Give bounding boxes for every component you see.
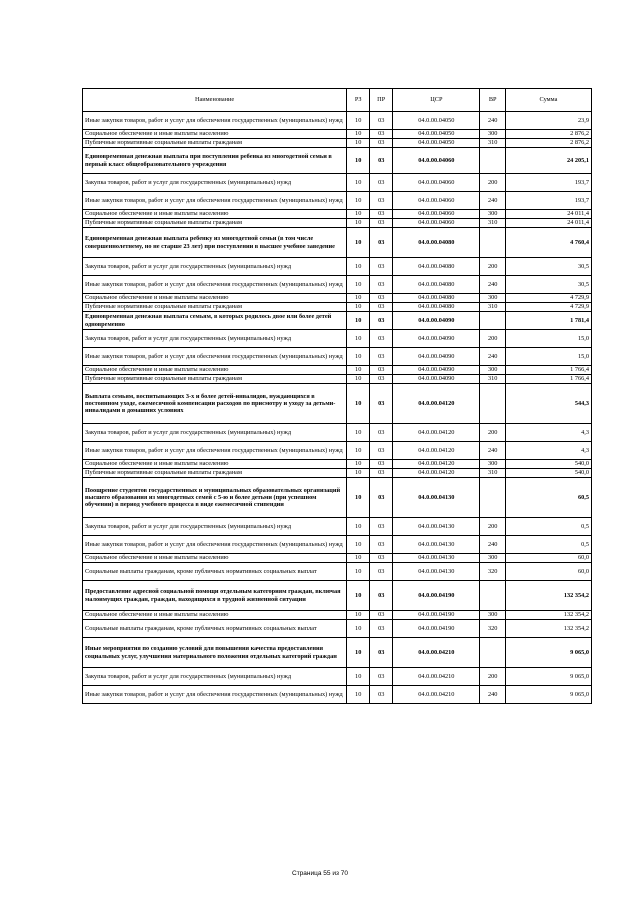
table-row: [83, 330, 592, 348]
cell-sum: 132 354,2: [505, 611, 591, 620]
cell-rz: 10: [347, 348, 370, 366]
table-row: [83, 686, 592, 704]
cell-csr: 04.0.00.04190: [393, 581, 480, 611]
table-row: [83, 312, 592, 330]
cell-name: Социальное обеспечение и иные выплаты населению: [83, 460, 347, 469]
cell-rz: 10: [347, 686, 370, 704]
cell-sum: 60,0: [505, 554, 591, 563]
cell-sum: 24 011,4: [505, 219, 591, 228]
cell-name: Социальное обеспечение и иные выплаты населению: [83, 130, 347, 139]
cell-sum: 23,9: [505, 112, 591, 130]
cell-sum: 544,3: [505, 384, 591, 424]
cell-pr: 03: [370, 139, 393, 148]
cell-pr: 03: [370, 210, 393, 219]
cell-vr: 300: [480, 611, 505, 620]
cell-csr: 04.0.00.04210: [393, 638, 480, 668]
cell-vr: 240: [480, 536, 505, 554]
cell-name: Публичные нормативные социальные выплаты гражданам: [83, 139, 347, 148]
cell-name: Предоставление адресной социальной помощи отдельным категориям граждан, включая малоимущих граждан, граждан, находящихся в трудной жизненной ситуации: [83, 581, 347, 611]
cell-rz: 10: [347, 554, 370, 563]
cell-pr: 03: [370, 112, 393, 130]
cell-name: Единовременная денежная выплата при поступлении ребенка из многодетной семьи в первый класс общеобразовательного учреждения: [83, 148, 347, 174]
table-row: [83, 276, 592, 294]
cell-sum: 4 729,9: [505, 303, 591, 312]
cell-csr: 04.0.00.04090: [393, 366, 480, 375]
table-row: [83, 469, 592, 478]
cell-name: Поощрение студентов государственных и муниципальных образовательных организаций высшего образования из многодетных семей с 5-ю и более детьми (при успешном обучении) в период учебного процесса в виде ежемесячной стипендии: [83, 478, 347, 518]
cell-pr: 03: [370, 384, 393, 424]
table-row: [83, 130, 592, 139]
cell-vr: 310: [480, 375, 505, 384]
cell-rz: 10: [347, 303, 370, 312]
cell-name: Публичные нормативные социальные выплаты гражданам: [83, 303, 347, 312]
cell-sum: 1 766,4: [505, 375, 591, 384]
cell-sum: 1 766,4: [505, 366, 591, 375]
cell-vr: [480, 228, 505, 258]
cell-rz: 10: [347, 174, 370, 192]
table-row: [83, 536, 592, 554]
cell-csr: 04.0.00.04090: [393, 312, 480, 330]
cell-name: Публичные нормативные социальные выплаты гражданам: [83, 469, 347, 478]
table-row: [83, 581, 592, 611]
cell-csr: 04.0.00.04190: [393, 620, 480, 638]
cell-pr: 03: [370, 348, 393, 366]
cell-name: Публичные нормативные социальные выплаты гражданам: [83, 219, 347, 228]
cell-pr: 03: [370, 442, 393, 460]
table-row: [83, 148, 592, 174]
cell-pr: 03: [370, 130, 393, 139]
cell-csr: 04.0.00.04120: [393, 469, 480, 478]
cell-rz: 10: [347, 258, 370, 276]
cell-name: Закупка товаров, работ и услуг для государственных (муниципальных) нужд: [83, 258, 347, 276]
table-header-row: [83, 89, 592, 112]
cell-vr: 320: [480, 563, 505, 581]
cell-csr: 04.0.00.04060: [393, 192, 480, 210]
cell-rz: 10: [347, 192, 370, 210]
cell-rz: 10: [347, 366, 370, 375]
cell-sum: 9 065,0: [505, 638, 591, 668]
cell-rz: 10: [347, 518, 370, 536]
table-row: [83, 192, 592, 210]
header-sum: Сумма: [505, 89, 591, 112]
cell-sum: 24 205,1: [505, 148, 591, 174]
cell-sum: 193,7: [505, 174, 591, 192]
table-row: [83, 478, 592, 518]
cell-pr: 03: [370, 518, 393, 536]
header-csr: ЦСР: [393, 89, 480, 112]
cell-csr: 04.0.00.04090: [393, 348, 480, 366]
cell-sum: 24 011,4: [505, 210, 591, 219]
cell-vr: [480, 581, 505, 611]
cell-name: Социальное обеспечение и иные выплаты населению: [83, 611, 347, 620]
cell-name: Иные закупки товаров, работ и услуг для обеспечения государственных (муниципальных) нужд: [83, 686, 347, 704]
table-row: [83, 375, 592, 384]
cell-pr: 03: [370, 638, 393, 668]
cell-pr: 03: [370, 330, 393, 348]
cell-vr: 200: [480, 518, 505, 536]
table-row: [83, 210, 592, 219]
cell-pr: 03: [370, 148, 393, 174]
cell-vr: 200: [480, 330, 505, 348]
cell-csr: 04.0.00.04090: [393, 330, 480, 348]
cell-pr: 03: [370, 554, 393, 563]
table-row: [83, 303, 592, 312]
cell-rz: 10: [347, 536, 370, 554]
cell-vr: [480, 478, 505, 518]
cell-pr: 03: [370, 620, 393, 638]
cell-rz: 10: [347, 478, 370, 518]
cell-name: Иные закупки товаров, работ и услуг для обеспечения государственных (муниципальных) нужд: [83, 348, 347, 366]
cell-vr: 300: [480, 366, 505, 375]
cell-name: Иные закупки товаров, работ и услуг для обеспечения государственных (муниципальных) нужд: [83, 536, 347, 554]
table-row: [83, 258, 592, 276]
table-row: [83, 348, 592, 366]
cell-csr: 04.0.00.04080: [393, 294, 480, 303]
cell-sum: 4 760,4: [505, 228, 591, 258]
table-row: [83, 668, 592, 686]
cell-csr: 04.0.00.04130: [393, 536, 480, 554]
cell-pr: 03: [370, 668, 393, 686]
cell-sum: 540,0: [505, 460, 591, 469]
cell-pr: 03: [370, 192, 393, 210]
cell-vr: [480, 312, 505, 330]
cell-csr: 04.0.00.04130: [393, 554, 480, 563]
cell-name: Выплата семьям, воспитывающих 3-х и более детей-инвалидов, нуждающихся в постоянном уходе, ежемесячной компенсации расходов по присмотру и уходу за детьми-инвалидами в домашних условиях: [83, 384, 347, 424]
cell-sum: 2 876,2: [505, 139, 591, 148]
cell-vr: 320: [480, 620, 505, 638]
cell-sum: 4,3: [505, 424, 591, 442]
cell-rz: 10: [347, 228, 370, 258]
header-rz: РЗ: [347, 89, 370, 112]
cell-pr: 03: [370, 294, 393, 303]
cell-rz: 10: [347, 442, 370, 460]
table-row: [83, 139, 592, 148]
cell-name: Социальное обеспечение и иные выплаты населению: [83, 366, 347, 375]
page-number: Страница 55 из 70: [292, 870, 348, 877]
cell-vr: 310: [480, 469, 505, 478]
cell-name: Иные закупки товаров, работ и услуг для обеспечения государственных (муниципальных) нужд: [83, 192, 347, 210]
cell-vr: 240: [480, 442, 505, 460]
cell-pr: 03: [370, 303, 393, 312]
cell-rz: 10: [347, 638, 370, 668]
cell-pr: 03: [370, 219, 393, 228]
cell-name: Социальное обеспечение и иные выплаты населению: [83, 294, 347, 303]
cell-pr: 03: [370, 478, 393, 518]
cell-csr: 04.0.00.04080: [393, 228, 480, 258]
table-row: [83, 228, 592, 258]
table-row: [83, 366, 592, 375]
cell-csr: 04.0.00.04210: [393, 668, 480, 686]
cell-sum: 540,0: [505, 469, 591, 478]
table-row: [83, 112, 592, 130]
cell-name: Закупка товаров, работ и услуг для государственных (муниципальных) нужд: [83, 424, 347, 442]
cell-pr: 03: [370, 424, 393, 442]
cell-sum: 60,0: [505, 563, 591, 581]
cell-csr: 04.0.00.04050: [393, 112, 480, 130]
cell-rz: 10: [347, 294, 370, 303]
cell-name: Социальные выплаты гражданам, кроме публичных нормативных социальных выплат: [83, 563, 347, 581]
cell-rz: 10: [347, 219, 370, 228]
cell-rz: 10: [347, 130, 370, 139]
cell-csr: 04.0.00.04050: [393, 130, 480, 139]
cell-vr: [480, 148, 505, 174]
cell-vr: 200: [480, 258, 505, 276]
cell-pr: 03: [370, 228, 393, 258]
cell-name: Социальное обеспечение и иные выплаты населению: [83, 554, 347, 563]
table-row: [83, 620, 592, 638]
cell-rz: 10: [347, 210, 370, 219]
cell-pr: 03: [370, 174, 393, 192]
cell-rz: 10: [347, 112, 370, 130]
cell-pr: 03: [370, 312, 393, 330]
cell-pr: 03: [370, 375, 393, 384]
cell-name: Иные мероприятия по созданию условий для повышения качества предоставления социальных услуг, улучшения материального положения отдельных категорий граждан: [83, 638, 347, 668]
cell-vr: 240: [480, 112, 505, 130]
cell-csr: 04.0.00.04060: [393, 148, 480, 174]
table-row: [83, 563, 592, 581]
cell-csr: 04.0.00.04060: [393, 174, 480, 192]
table-row: [83, 174, 592, 192]
cell-rz: 10: [347, 375, 370, 384]
cell-rz: 10: [347, 611, 370, 620]
cell-vr: 300: [480, 210, 505, 219]
table-row: [83, 518, 592, 536]
budget-table: [82, 88, 592, 704]
cell-rz: 10: [347, 668, 370, 686]
cell-csr: 04.0.00.04130: [393, 518, 480, 536]
cell-rz: 10: [347, 460, 370, 469]
table-row: [83, 554, 592, 563]
cell-pr: 03: [370, 469, 393, 478]
cell-vr: 240: [480, 348, 505, 366]
cell-name: Иные закупки товаров, работ и услуг для обеспечения государственных (муниципальных) нужд: [83, 442, 347, 460]
table-row: [83, 611, 592, 620]
cell-name: Социальное обеспечение и иные выплаты населению: [83, 210, 347, 219]
cell-csr: 04.0.00.04120: [393, 460, 480, 469]
cell-pr: 03: [370, 258, 393, 276]
cell-csr: 04.0.00.04120: [393, 424, 480, 442]
table-row: [83, 460, 592, 469]
cell-pr: 03: [370, 536, 393, 554]
table-row: [83, 442, 592, 460]
cell-sum: 4,3: [505, 442, 591, 460]
cell-name: Социальные выплаты гражданам, кроме публичных нормативных социальных выплат: [83, 620, 347, 638]
cell-vr: 300: [480, 294, 505, 303]
cell-name: Иные закупки товаров, работ и услуг для обеспечения государственных (муниципальных) нужд: [83, 112, 347, 130]
cell-vr: 200: [480, 174, 505, 192]
cell-vr: 310: [480, 219, 505, 228]
header-pr: ПР: [370, 89, 393, 112]
cell-csr: 04.0.00.04130: [393, 478, 480, 518]
cell-sum: 15,0: [505, 330, 591, 348]
cell-name: Закупка товаров, работ и услуг для государственных (муниципальных) нужд: [83, 668, 347, 686]
cell-sum: 4 729,9: [505, 294, 591, 303]
cell-rz: 10: [347, 148, 370, 174]
cell-pr: 03: [370, 460, 393, 469]
table-row: [83, 424, 592, 442]
cell-sum: 2 876,2: [505, 130, 591, 139]
cell-vr: 240: [480, 192, 505, 210]
cell-name: Иные закупки товаров, работ и услуг для обеспечения государственных (муниципальных) нужд: [83, 276, 347, 294]
cell-sum: 0,5: [505, 536, 591, 554]
cell-name: Единовременная денежная выплата семьям, в которых родилось двое или более детей одновременно: [83, 312, 347, 330]
cell-sum: 15,0: [505, 348, 591, 366]
cell-pr: 03: [370, 611, 393, 620]
cell-csr: 04.0.00.04080: [393, 303, 480, 312]
cell-vr: 300: [480, 130, 505, 139]
cell-vr: 300: [480, 554, 505, 563]
header-vr: ВР: [480, 89, 505, 112]
cell-rz: 10: [347, 276, 370, 294]
cell-vr: [480, 638, 505, 668]
cell-sum: 0,5: [505, 518, 591, 536]
table-row: [83, 638, 592, 668]
cell-vr: 240: [480, 686, 505, 704]
table-row: [83, 384, 592, 424]
cell-csr: 04.0.00.04080: [393, 276, 480, 294]
cell-vr: 240: [480, 276, 505, 294]
cell-csr: 04.0.00.04120: [393, 384, 480, 424]
cell-pr: 03: [370, 276, 393, 294]
cell-sum: 60,5: [505, 478, 591, 518]
cell-csr: 04.0.00.04130: [393, 563, 480, 581]
cell-sum: 9 065,0: [505, 686, 591, 704]
cell-csr: 04.0.00.04190: [393, 611, 480, 620]
header-name: Наименование: [83, 89, 347, 112]
table-row: [83, 294, 592, 303]
cell-rz: 10: [347, 384, 370, 424]
cell-sum: 30,5: [505, 276, 591, 294]
cell-rz: 10: [347, 563, 370, 581]
cell-sum: 9 065,0: [505, 668, 591, 686]
cell-rz: 10: [347, 330, 370, 348]
cell-vr: [480, 384, 505, 424]
cell-rz: 10: [347, 139, 370, 148]
cell-csr: 04.0.00.04060: [393, 210, 480, 219]
cell-sum: 132 354,2: [505, 620, 591, 638]
cell-pr: 03: [370, 686, 393, 704]
cell-vr: 310: [480, 139, 505, 148]
cell-name: Закупка товаров, работ и услуг для государственных (муниципальных) нужд: [83, 174, 347, 192]
cell-csr: 04.0.00.04050: [393, 139, 480, 148]
table-row: [83, 219, 592, 228]
cell-sum: 132 354,2: [505, 581, 591, 611]
cell-sum: 30,5: [505, 258, 591, 276]
cell-pr: 03: [370, 581, 393, 611]
cell-pr: 03: [370, 366, 393, 375]
cell-name: Единовременная денежная выплата ребенку из многодетной семьи (в том числе совершеннолетнему, но не старше 23 лет) при поступлении в высшее учебное заведение: [83, 228, 347, 258]
cell-vr: 200: [480, 424, 505, 442]
cell-name: Закупка товаров, работ и услуг для государственных (муниципальных) нужд: [83, 518, 347, 536]
cell-rz: 10: [347, 620, 370, 638]
cell-rz: 10: [347, 469, 370, 478]
cell-vr: 310: [480, 303, 505, 312]
cell-rz: 10: [347, 312, 370, 330]
cell-rz: 10: [347, 581, 370, 611]
cell-csr: 04.0.00.04080: [393, 258, 480, 276]
cell-vr: 300: [480, 460, 505, 469]
cell-pr: 03: [370, 563, 393, 581]
cell-sum: 193,7: [505, 192, 591, 210]
cell-vr: 200: [480, 668, 505, 686]
cell-rz: 10: [347, 424, 370, 442]
cell-csr: 04.0.00.04120: [393, 442, 480, 460]
cell-csr: 04.0.00.04210: [393, 686, 480, 704]
cell-csr: 04.0.00.04060: [393, 219, 480, 228]
cell-csr: 04.0.00.04090: [393, 375, 480, 384]
cell-sum: 1 781,4: [505, 312, 591, 330]
cell-name: Закупка товаров, работ и услуг для государственных (муниципальных) нужд: [83, 330, 347, 348]
cell-name: Публичные нормативные социальные выплаты гражданам: [83, 375, 347, 384]
table-body: [83, 112, 592, 704]
